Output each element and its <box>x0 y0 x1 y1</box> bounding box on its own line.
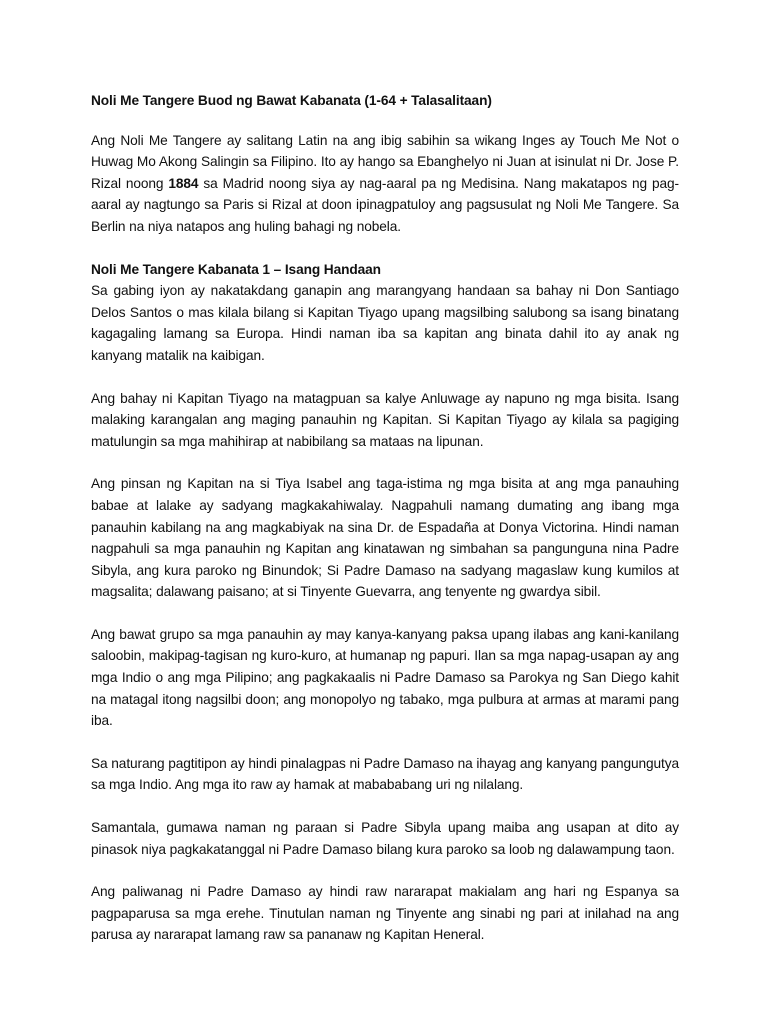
chapter-1-section <box>91 259 679 946</box>
chapter-1-paragraph-4: Ang bawat grupo sa mga panauhin ay may kanya-kanyang paksa upang ilabas ang kani-kanilang saloobin, makipag-tagisan ng kuro-kuro, at humanap ng papuri. Ilan sa mga napag-usapan ay ang mga Indio o ang mga Pilipino; ang pagkakaalis ni Padre Damaso sa Parokya ng San Diego kahit na matagal itong nagsilbi doon; ang monopolyo ng tabako, mga pulbura at armas at marami pang iba. <box>91 626 679 729</box>
chapter-1-paragraph-5: Sa naturang pagtitipon ay hindi pinalagpas ni Padre Damaso na ihayag ang kanyang pangungutya sa mga Indio. Ang mga ito raw ay hamak at mabababang uri ng nilalang. <box>91 755 679 793</box>
chapter-1-paragraph-7: Ang paliwanag ni Padre Damaso ay hindi raw nararapat makialam ang hari ng Espanya sa pagpaparusa sa mga erehe. Tinutulan naman ng Tinyente ang sinabi ng pari at inilahad na ang parusa ay nararapat lamang raw sa pananaw ng Kapitan Heneral. <box>91 884 679 943</box>
intro-text-part2: sa Madrid noong siya ay nag-aaral pa ng Medisina. Nang makatapos ng pag-aaral ay nagtungo sa Paris si Rizal at doon ipinagpatuloy ang pagsusulat ng Noli Me Tangere. Sa Berlin na niya natapos ang huling bahagi ng nobela. <box>91 175 679 234</box>
chapter-1-paragraph-1: Sa gabing iyon ay nakatakdang ganapin ang marangyang handaan sa bahay ni Don Santiago Delos Santos o mas kilala bilang si Kapitan Tiyago upang magsilbing salubong sa isang binatang kagagaling lamang sa Europa. Hindi naman iba sa kapitan ang binata dahil ito ay anak ng kanyang matalik na kaibigan. <box>91 283 679 363</box>
intro-year: 1884 <box>168 175 199 191</box>
intro-text-part1: Ang Noli Me Tangere ay salitang Latin na ang ibig sabihin sa wikang Inges ay Touch Me Not o Huwag Mo Akong Salingin sa Filipino. Ito ay hango sa Ebanghelyo ni Juan at isinulat ni Dr. Jose P. Rizal noong <box>91 132 679 191</box>
chapter-1-paragraph-6: Samantala, gumawa naman ng paraan si Padre Sibyla upang maiba ang usapan at dito ay pinasok niya pagkakatanggal ni Padre Damaso bilang kura paroko sa loob ng dalawampung taon. <box>91 820 679 857</box>
chapter-1-heading: Noli Me Tangere Kabanata 1 – Isang Handaan <box>91 261 381 277</box>
document-page <box>91 90 679 967</box>
intro-paragraph <box>91 130 679 238</box>
chapter-1-paragraph-2: Ang bahay ni Kapitan Tiyago na matagpuan sa kalye Anluwage ay napuno ng mga bisita. Isang malaking karangalan ang maging panauhin ng Kapitan. Si Kapitan Tiyago ay kilala sa pagiging matulungin sa mga mahihirap at nabibilang sa mataas na lipunan. <box>91 390 679 449</box>
chapter-1-paragraph-3: Ang pinsan ng Kapitan na si Tiya Isabel ang taga-istima ng mga bisita at ang mga panauhing babae at lalake ay sadyang magkakahiwalay. Nagpahuli namang dumating ang ibang mga panauhin kabilang na ang magkabiyak na sina Dr. de Espadaña at Donya Victorina. Hindi naman nagpahuli sa mga panauhin ng Kapitan ang kinatawan ng simbahan sa pangunguna nina Padre Sibyla, ang kura paroko ng Binundok; Si Padre Damaso na sadyang magaslaw kung kumilos at magsalita; dalawang paisano; at si Tinyente Guevarra, ang tenyente ng gwardya sibil. <box>91 476 679 600</box>
document-title: Noli Me Tangere Buod ng Bawat Kabanata (1-64 + Talasalitaan) <box>91 93 492 108</box>
